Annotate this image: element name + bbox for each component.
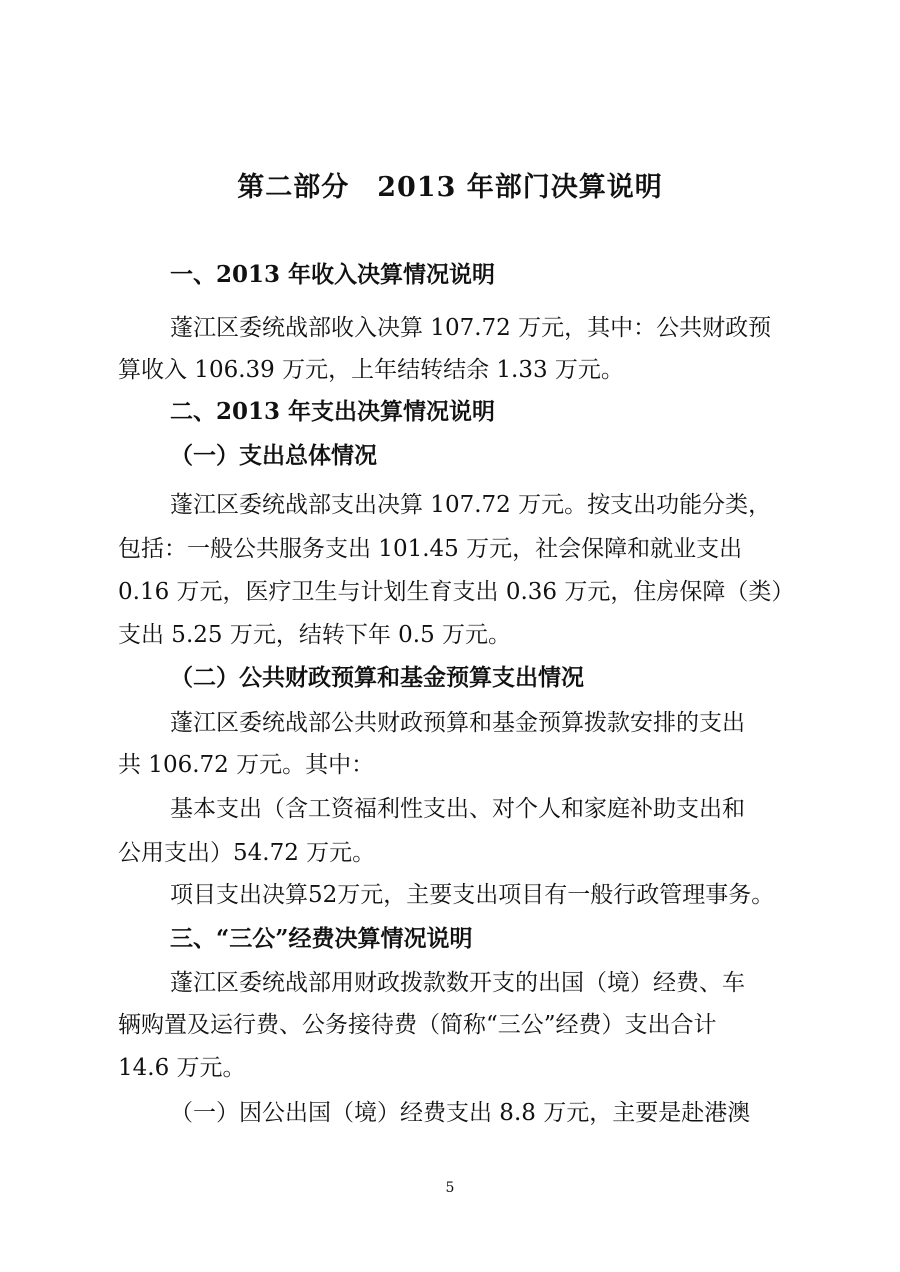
paragraph-line: 蓬江区委统战部支出决算 107.72 万元。按支出功能分类， [170, 492, 772, 518]
paragraph-line: 项目支出决算52万元，主要支出项目有一般行政管理事务。 [170, 882, 775, 908]
paragraph-line: 辆购置及运行费、公务接待费（简称“三公”经费）支出合计 [118, 1012, 717, 1038]
page-number: 5 [445, 1180, 455, 1196]
paragraph-line: 基本支出（含工资福利性支出、对个人和家庭补助支出和 [170, 796, 745, 822]
paragraph-line: 包括：一般公共服务支出 101.45 万元，社会保障和就业支出 [118, 536, 743, 562]
page-title: 第二部分 2013 年部门决算说明 [237, 172, 663, 203]
heading-three-public: 三、“三公”经费决算情况说明 [170, 925, 473, 952]
paragraph-line: 蓬江区委统战部收入决算 107.72 万元，其中：公共财政预 [170, 315, 772, 341]
paragraph-line: 蓬江区委统战部公共财政预算和基金预算拨款安排的支出 [170, 710, 745, 736]
paragraph-line: 支出 5.25 万元，结转下年 0.5 万元。 [118, 622, 512, 648]
heading-expenditure: 二、2013 年支出决算情况说明 [170, 398, 496, 425]
paragraph-line: 蓬江区委统战部用财政拨款数开支的出国（境）经费、车 [170, 970, 745, 996]
paragraph-line: 14.6 万元。 [118, 1055, 246, 1081]
paragraph-line: 共 106.72 万元。其中： [118, 752, 375, 778]
paragraph-line: 0.16 万元，医疗卫生与计划生育支出 0.36 万元，住房保障（类） [118, 579, 795, 605]
heading-income: 一、2013 年收入决算情况说明 [170, 261, 496, 288]
paragraph-line: （一）因公出国（境）经费支出 8.8 万元，主要是赴港澳 [170, 1100, 751, 1126]
subheading-overall: （一）支出总体情况 [170, 442, 377, 469]
paragraph-line: 公用支出）54.72 万元。 [118, 840, 376, 866]
subheading-budget: （二）公共财政预算和基金预算支出情况 [170, 664, 584, 691]
paragraph-line: 算收入 106.39 万元，上年结转结余 1.33 万元。 [118, 357, 624, 383]
